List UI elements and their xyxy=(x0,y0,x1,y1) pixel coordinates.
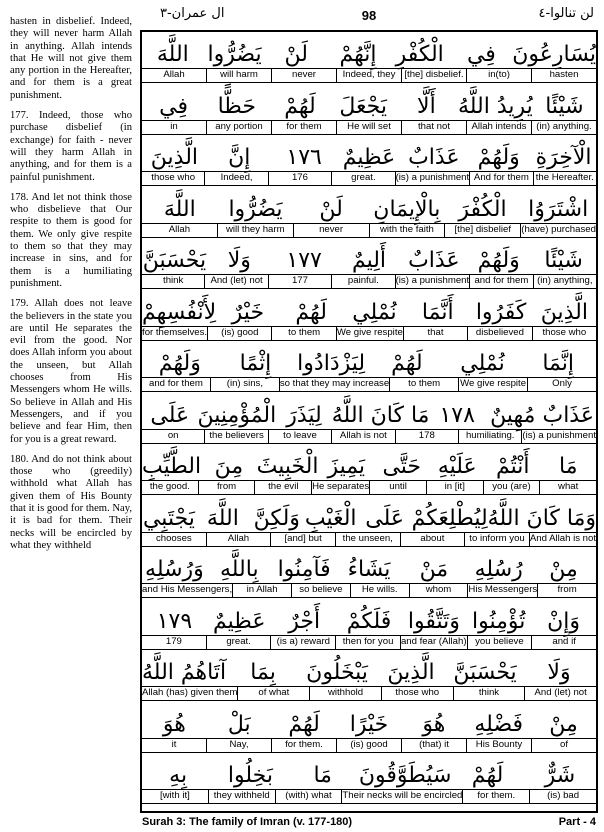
translation-cell: of what xyxy=(237,687,309,700)
translation-cell: withhold xyxy=(309,687,381,700)
translation-cell: about xyxy=(400,533,465,546)
arabic-word: بِمَا xyxy=(250,660,276,685)
arabic-word: الطَّيِّبِ xyxy=(141,454,202,479)
arabic-word: وَلَا xyxy=(547,660,571,685)
translation-cell: any portion xyxy=(206,121,271,134)
translation-cell: and for them xyxy=(469,275,532,288)
arabic-word: سَيُطَوَّقُونَ xyxy=(358,763,452,788)
translation-cell: for them. xyxy=(462,790,529,803)
arabic-word: عَذَابٌ xyxy=(408,145,460,170)
translation-cell: those who xyxy=(532,327,596,340)
arabic-line xyxy=(142,86,596,119)
translation-cell: those who xyxy=(151,172,196,183)
translation-line xyxy=(142,738,596,753)
arabic-word: أَلَّا xyxy=(417,93,436,119)
arabic-word: لَهُمْ xyxy=(284,93,316,119)
arabic-word: أَنَّمَا xyxy=(421,299,454,325)
translation-cell: 179 xyxy=(165,635,182,647)
translation-line xyxy=(142,274,596,289)
translation-cell: so believe xyxy=(291,584,350,597)
translation-cell: on xyxy=(167,429,179,441)
arabic-line xyxy=(142,549,596,582)
translation-cell: Only xyxy=(527,378,596,391)
arabic-word: وَلَهُمْ xyxy=(477,145,520,170)
arabic-word: الْمُؤْمِنِينَ xyxy=(197,402,277,428)
arabic-word: لِأَنْفُسِهِمْ xyxy=(142,299,217,325)
translation-cell: (is a) reward xyxy=(270,636,335,649)
translation-cell: from xyxy=(198,481,255,494)
arabic-word: إِنَّ xyxy=(228,145,251,170)
translation-line xyxy=(142,223,596,238)
arabic-line xyxy=(142,240,596,273)
arabic-word: ١٧٩ xyxy=(156,608,193,634)
commentary-paragraph: hasten in disbelief. Indeed, they will never harm Allah in anything. Allah intends that He will not give them any portion in the Hereafter, and for them is a great punishment. xyxy=(10,16,132,101)
translation-cell: Allah is not xyxy=(331,430,394,443)
translation-cell: the unseen, xyxy=(335,533,400,546)
translation-cell: He wills. xyxy=(350,584,409,597)
arabic-word: ١٧٦ xyxy=(286,145,322,170)
arabic-word: أَلِيمٌ xyxy=(351,248,387,273)
arabic-word: وَلَهُمْ xyxy=(158,351,201,376)
header-surah-title: ال عمران-٣ xyxy=(160,6,225,21)
translation-cell: We give respite xyxy=(336,326,403,338)
translation-cell: for them. xyxy=(271,739,336,752)
arabic-line xyxy=(142,601,596,634)
translation-line xyxy=(142,68,596,83)
translation-cell: disbelieved xyxy=(467,327,531,340)
arabic-word: يَشَاءُ xyxy=(347,557,391,582)
arabic-word: الَّذِينَ xyxy=(387,660,435,685)
arabic-word: مِنْ xyxy=(549,557,578,582)
translation-cell: to inform you xyxy=(464,533,529,546)
translation-line xyxy=(142,635,596,650)
arabic-word: إِثْمًا xyxy=(239,351,272,376)
translation-cell: Nay, xyxy=(206,739,271,752)
translation-line xyxy=(142,789,596,804)
verse-grid xyxy=(140,30,598,813)
header-juz-title: لن تنالوا-٤ xyxy=(538,6,594,21)
translation-cell: (with) what xyxy=(275,790,342,803)
translation-line xyxy=(142,583,596,598)
translation-cell: (in) anything. xyxy=(531,121,596,134)
translation-line xyxy=(142,120,596,135)
arabic-word: خَيْرٌ xyxy=(231,299,265,325)
translation-cell: think xyxy=(453,687,525,700)
translation-cell: from xyxy=(537,584,596,597)
arabic-word: يَضُرُّوا xyxy=(207,42,262,67)
translation-cell: that xyxy=(403,327,467,340)
arabic-word: نُمْلِي xyxy=(460,351,505,376)
arabic-word: وَإِنْ xyxy=(547,608,581,634)
arabic-line xyxy=(142,704,596,737)
arabic-word: بِهِ xyxy=(169,763,188,788)
translation-cell: His Bounty xyxy=(466,739,531,752)
page-number: 98 xyxy=(361,8,377,23)
arabic-word: عَظِيمٌ xyxy=(213,608,266,634)
translation-cell: with the faith xyxy=(369,224,445,237)
arabic-word: فَضْلِهِ xyxy=(474,711,524,737)
arabic-word: إِنَّهُمْ xyxy=(339,42,377,67)
arabic-word: عَذَابٌ xyxy=(542,402,594,428)
arabic-word: كَفَرُوا xyxy=(475,299,527,325)
arabic-word: لَهُمْ xyxy=(295,299,327,325)
arabic-word: ١٧٨ xyxy=(439,402,475,428)
translation-cell: And (let) not xyxy=(524,687,596,700)
arabic-word: لِيُطْلِعَكُمْ xyxy=(411,505,488,531)
arabic-word: لَنْ xyxy=(284,42,308,67)
translation-cell: (have) purchased xyxy=(521,223,596,235)
arabic-word: الْآخِرَةِ xyxy=(535,145,592,170)
arabic-word: وَرُسُلِهِ xyxy=(145,557,204,582)
translation-cell: great. xyxy=(206,636,271,649)
arabic-word: مَا كَانَ اللَّهُ xyxy=(331,402,430,428)
arabic-line xyxy=(142,498,596,531)
arabic-word: مِنَ xyxy=(214,454,244,479)
translation-cell: it xyxy=(171,738,177,750)
translation-cell: the Hereafter. xyxy=(533,172,596,185)
arabic-word: اللَّهَ xyxy=(206,505,239,531)
arabic-word: بِاللَّهِ xyxy=(219,557,259,582)
arabic-word: مِنْ xyxy=(549,711,578,737)
translation-cell: and His Messengers, xyxy=(142,584,233,595)
translation-cell: 176 xyxy=(268,172,331,185)
arabic-word: حَتَّى xyxy=(382,454,422,479)
translation-cell: for themselves. xyxy=(142,326,208,338)
translation-cell: Indeed, xyxy=(204,172,267,185)
translation-cell: great. xyxy=(331,172,394,185)
translation-line xyxy=(142,480,596,495)
commentary-paragraph: 178. And let not think those who disbelieve that Our respite to them is good for them. We only give respite to them so that they may increase in sins, and for them is a humiliating punishment. xyxy=(10,191,132,289)
arabic-word: يَجْتَبِي xyxy=(142,505,195,531)
translation-cell: you (are) xyxy=(483,481,540,494)
translation-cell: Allah xyxy=(163,69,185,80)
arabic-word: عَظِيمٌ xyxy=(342,145,396,170)
arabic-word: فِي xyxy=(159,93,188,119)
arabic-word: شَرٌّ xyxy=(544,763,576,788)
arabic-word: تُؤْمِنُوا xyxy=(472,608,526,634)
translation-cell: (is) a punishment xyxy=(522,429,596,441)
arabic-word: حَظًّا xyxy=(217,93,256,119)
arabic-word: خَيْرًا xyxy=(349,711,389,737)
arabic-word: عَلَيْهِ xyxy=(437,454,477,479)
arabic-word: يَضُرُّوا xyxy=(228,196,283,222)
translation-cell: hasten xyxy=(531,69,596,82)
commentary-column xyxy=(10,16,132,560)
arabic-word: وَلَكِنَّ xyxy=(253,505,300,531)
translation-cell: chooses xyxy=(155,532,192,544)
footer-part: Part - 4 xyxy=(558,816,596,828)
arabic-word: إِنَّمَا xyxy=(542,351,574,376)
translation-cell: of xyxy=(531,739,596,752)
arabic-word: هُوَ xyxy=(162,711,186,737)
translation-cell: [the] disbelief. xyxy=(401,69,466,82)
arabic-word: عَلَى xyxy=(365,505,404,531)
arabic-word: لِيَذَرَ xyxy=(286,402,322,428)
translation-cell: in(to) xyxy=(466,69,531,82)
commentary-paragraph: 177. Indeed, those who purchase disbelief (in exchange) for faith - never will they harm Allah in anything, and for them is a painful punishment. xyxy=(10,110,132,183)
translation-cell: never xyxy=(293,224,369,237)
translation-cell: [and] but xyxy=(270,533,335,546)
arabic-line xyxy=(142,34,596,67)
arabic-word: أَنْتُمْ xyxy=(495,454,530,479)
translation-cell: 178 xyxy=(395,430,458,443)
arabic-word: بَلْ xyxy=(227,711,251,737)
arabic-word: لَنْ xyxy=(319,196,343,222)
translation-cell: they withheld xyxy=(208,790,275,803)
arabic-word: يَجْعَلَ xyxy=(339,93,387,119)
translation-cell: then for you xyxy=(335,636,400,649)
arabic-word: الْخَبِيثَ xyxy=(256,454,319,479)
commentary-paragraph: 179. Allah does not leave the believers in the state you are until He separates the evil from the good. Nor does Allah inform you about the unseen, but Allah chooses from His Messengers whom He wills. So believe in Allah and His Messengers, and if you believe and fear Him, then for you is a great reward. xyxy=(10,298,132,445)
arabic-word: فَلَكُمْ xyxy=(346,608,392,634)
translation-cell: Allah (has) given them xyxy=(142,687,238,698)
translation-cell: Their necks will be encircled xyxy=(342,790,463,801)
translation-cell: that not xyxy=(401,121,466,134)
translation-cell: and if xyxy=(531,636,596,649)
arabic-word: لَهُمْ xyxy=(471,763,504,788)
translation-cell: will harm xyxy=(206,69,271,82)
arabic-line xyxy=(142,292,596,325)
arabic-line xyxy=(142,652,596,685)
translation-cell: for them xyxy=(271,121,336,134)
arabic-line xyxy=(142,755,596,788)
arabic-word: وَلَهُمْ xyxy=(477,248,520,273)
arabic-word: الْغَيْبِ xyxy=(304,505,357,531)
translation-cell: Allah intends xyxy=(466,121,531,134)
translation-cell: And Allah is not xyxy=(529,532,596,544)
translation-cell: (is) good xyxy=(207,327,271,340)
translation-cell: to leave xyxy=(268,430,331,443)
translation-line xyxy=(142,326,596,341)
translation-cell: (is) a punishment xyxy=(395,172,470,183)
arabic-word: الَّذِينَ xyxy=(150,145,199,170)
translation-cell: Allah xyxy=(206,533,271,546)
translation-cell: And for them xyxy=(469,172,532,185)
arabic-word: يَحْسَبَنَّ xyxy=(453,660,517,685)
arabic-line xyxy=(142,395,596,428)
arabic-word: مَا xyxy=(313,763,332,788)
translation-cell: [with it] xyxy=(159,790,190,801)
arabic-word: يَمِيزَ xyxy=(327,454,366,479)
translation-cell: those who xyxy=(381,687,453,700)
arabic-word: الْكُفْرِ xyxy=(395,42,444,67)
arabic-word: وَمَا كَانَ اللَّهُ xyxy=(487,505,596,531)
translation-cell: and fear (Allah) xyxy=(400,635,467,647)
translation-line xyxy=(142,532,596,547)
translation-cell: We give respite xyxy=(460,378,527,389)
translation-cell: in xyxy=(170,120,178,132)
translation-cell: the believers xyxy=(204,430,267,443)
translation-cell: (in) anything, xyxy=(533,275,596,288)
arabic-word: اللَّهَ xyxy=(156,42,189,67)
translation-cell: and for them xyxy=(149,378,203,389)
arabic-word: وَلَا xyxy=(227,248,251,273)
translation-cell: [the] disbelief xyxy=(444,224,520,237)
translation-line xyxy=(142,686,596,701)
arabic-word: مَنْ xyxy=(419,557,449,582)
arabic-word: بِالْإِيمَانِ xyxy=(373,196,441,222)
translation-cell: in [it] xyxy=(426,481,483,494)
translation-cell: (is) a punishment xyxy=(395,275,470,286)
translation-cell: you believe xyxy=(467,636,532,649)
arabic-word: الَّذِينَ xyxy=(540,299,588,325)
arabic-line xyxy=(142,189,596,222)
translation-cell: (is) good xyxy=(336,739,401,752)
translation-cell: to them xyxy=(271,327,335,340)
translation-cell: what xyxy=(539,481,596,494)
arabic-word: الْكُفْرَ xyxy=(458,196,507,222)
translation-line xyxy=(142,429,596,444)
arabic-word: اشْتَرَوُا xyxy=(528,196,589,222)
arabic-line xyxy=(142,343,596,376)
translation-cell: the good. xyxy=(149,481,190,492)
translation-cell: whom xyxy=(409,584,468,597)
arabic-word: نُمْلِي xyxy=(352,299,397,325)
arabic-word: شَيْئًا xyxy=(544,248,583,273)
arabic-line xyxy=(142,137,596,170)
translation-cell: (that) it xyxy=(401,739,466,752)
translation-cell: (in) sins, xyxy=(210,378,279,391)
arabic-word: وَتَتَّقُوا xyxy=(407,608,460,634)
page-header xyxy=(140,4,598,32)
translation-cell: never xyxy=(271,69,336,82)
arabic-word: آتَاهُمُ اللَّهُ xyxy=(142,660,227,685)
arabic-word: لَهُمْ xyxy=(391,351,423,376)
translation-line xyxy=(142,377,596,392)
translation-cell: in Allah xyxy=(232,584,291,597)
footer-surah: Surah 3: The family of Imran (v. 177-180) xyxy=(142,816,353,828)
translation-cell: so that they may increase xyxy=(279,378,390,389)
arabic-word: عَذَابٌ xyxy=(408,248,460,273)
arabic-word: لَهُمْ xyxy=(288,711,320,737)
arabic-word: اللَّهَ xyxy=(163,196,196,222)
arabic-word: عَلَى xyxy=(150,402,190,428)
translation-cell: And (let) not xyxy=(204,275,267,288)
arabic-word: ١٧٧ xyxy=(286,248,322,273)
translation-cell: 177 xyxy=(268,275,331,288)
commentary-paragraph: 180. And do not think about those who (greedily) withhold what Allah has given them of His Bounty that it is good for them. Nay, it is bad for them. Their necks will be encircled by what they withheld xyxy=(10,453,132,551)
arabic-line xyxy=(142,446,596,479)
arabic-word: شَيْئًا xyxy=(545,93,584,119)
translation-cell: humiliating. xyxy=(458,430,521,443)
translation-cell: His Messengers xyxy=(468,584,538,595)
translation-cell: think xyxy=(163,275,184,286)
arabic-word: يُسَارِعُونَ xyxy=(512,42,596,67)
arabic-word: مَا xyxy=(559,454,578,479)
arabic-word: هُوَ xyxy=(422,711,446,737)
translation-cell: will they harm xyxy=(217,224,293,237)
arabic-word: فِي xyxy=(466,42,496,67)
arabic-word: يَبْخَلُونَ xyxy=(306,660,368,685)
translation-line xyxy=(142,171,596,186)
translation-cell: the evil xyxy=(254,481,311,494)
arabic-word: بَخِلُوا xyxy=(227,763,273,788)
arabic-word: يُرِيدُ اللَّهُ xyxy=(457,93,533,119)
arabic-word: فَآمِنُوا xyxy=(277,557,331,582)
translation-cell: He separates xyxy=(312,481,370,492)
arabic-word: أَجْرٌ xyxy=(288,608,321,634)
arabic-word: رُسُلِهِ xyxy=(474,557,523,582)
arabic-word: يَحْسَبَنَّ xyxy=(142,248,207,273)
translation-cell: (is) bad xyxy=(529,790,596,803)
translation-cell: He will set xyxy=(336,121,401,134)
arabic-word: مُهِينٌ xyxy=(490,402,536,428)
translation-cell: painful. xyxy=(331,275,394,288)
translation-cell: Indeed, they xyxy=(336,69,401,82)
translation-cell: to them xyxy=(389,378,458,391)
arabic-word: لِيَزْدَادُوا xyxy=(297,351,366,376)
translation-cell: until xyxy=(369,481,426,494)
translation-cell: Allah xyxy=(168,223,191,235)
